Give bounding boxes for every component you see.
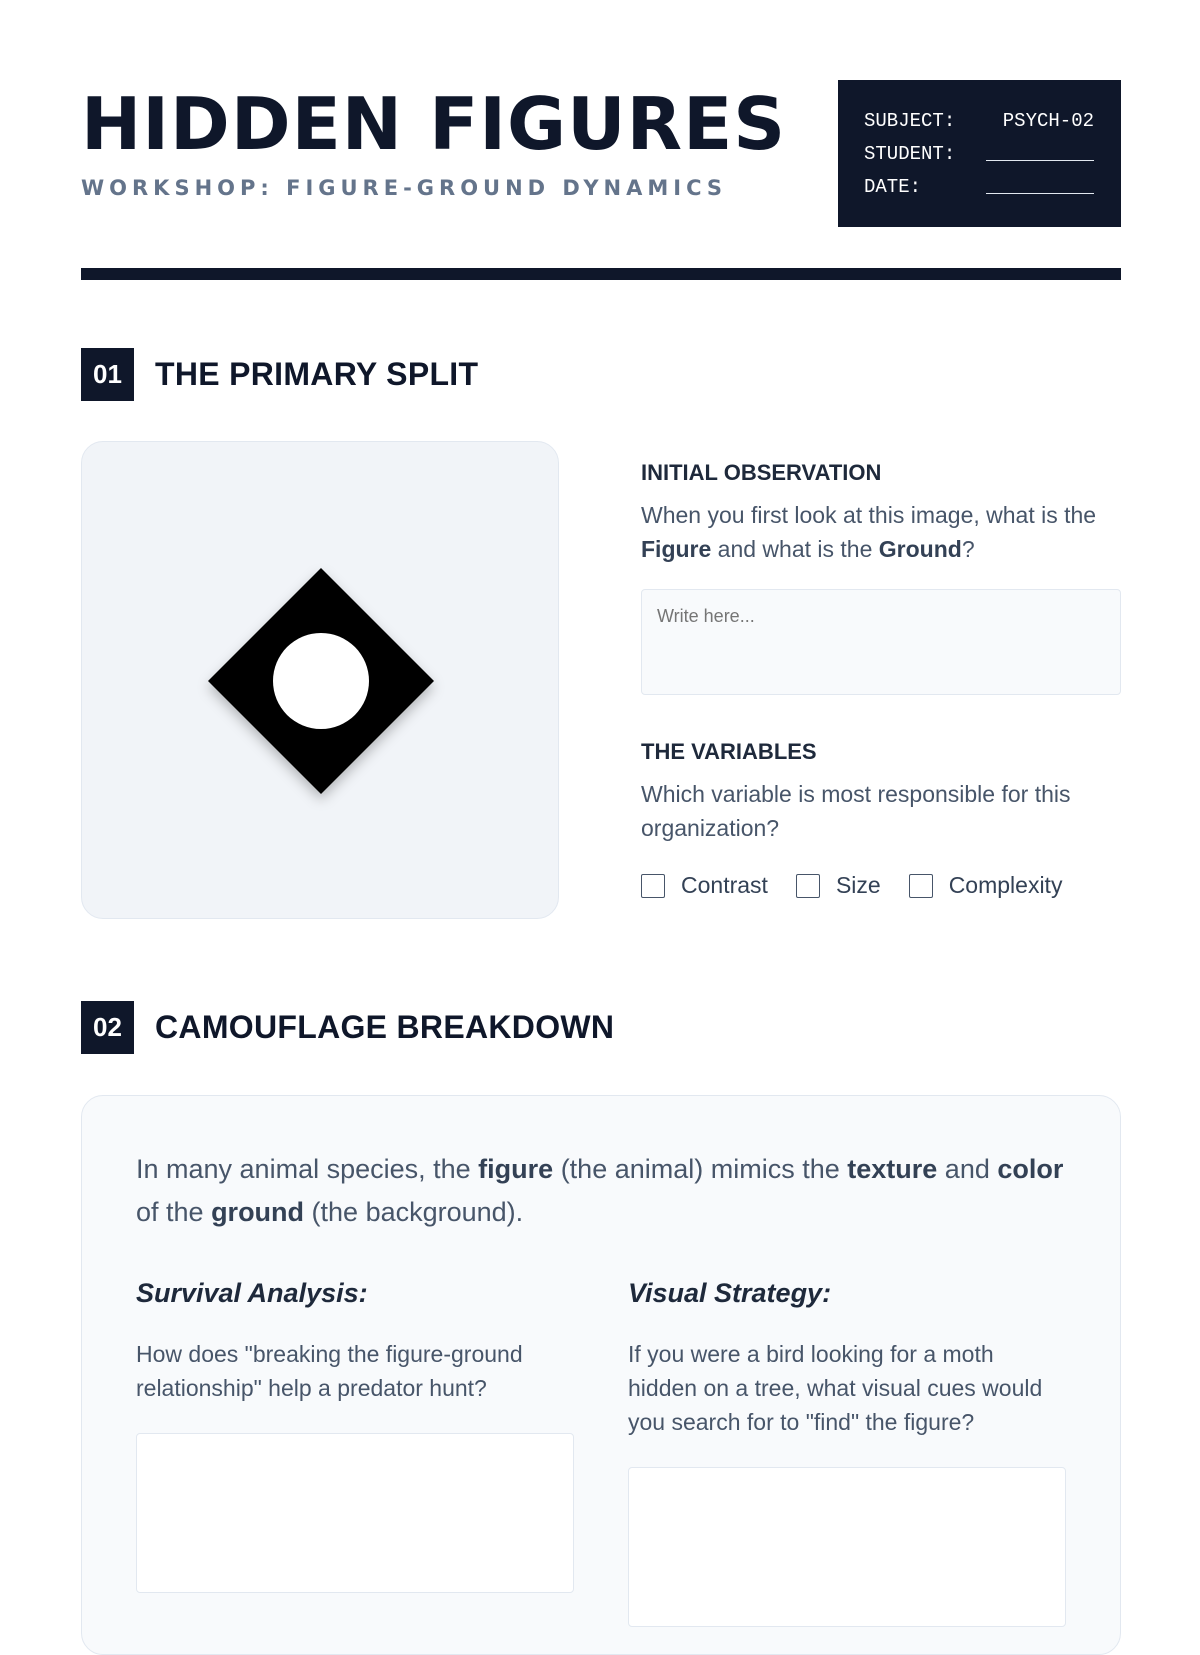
survival-analysis-column (136, 1278, 574, 1593)
section-1-number: 01 (81, 348, 134, 401)
visual-strategy-answer-box[interactable] (628, 1467, 1066, 1627)
student-label: STUDENT: (864, 142, 956, 165)
section-1-heading (81, 348, 478, 401)
meta-info-box (838, 80, 1121, 227)
section-2-heading (81, 1001, 614, 1054)
figure-ground-image-card (81, 441, 559, 919)
checkbox-contrast-label: Contrast (681, 872, 768, 898)
date-row (864, 170, 1094, 203)
subject-value: PSYCH-02 (1002, 109, 1094, 132)
visual-strategy-column (628, 1278, 1066, 1627)
visual-strategy-question: If you were a bird looking for a moth hidden on a tree, what visual cues would you search for to "find" the figure? (628, 1341, 1043, 1435)
initial-observation-question: When you first look at this image, what is the Figure and what is the Ground? (641, 502, 1097, 562)
variables-checkbox-group (641, 872, 1121, 899)
worksheet-header (81, 80, 1121, 230)
survival-answer-box[interactable] (136, 1433, 574, 1593)
variables-question: Which variable is most responsible for this organization? (641, 781, 1071, 841)
checkbox-size-label: Size (835, 872, 881, 898)
date-field[interactable] (986, 179, 1094, 194)
section-2-number: 02 (81, 1001, 134, 1054)
header-divider (81, 268, 1121, 280)
student-name-field[interactable] (986, 146, 1094, 161)
checkbox-complexity[interactable] (909, 872, 1063, 899)
diamond-circle-figure (82, 442, 560, 920)
visual-strategy-title: Visual Strategy: (628, 1278, 832, 1308)
section-2-title: CAMOUFLAGE BREAKDOWN (155, 1009, 615, 1045)
observation-answer-input[interactable] (641, 589, 1121, 695)
checkbox-complexity-label: Complexity (948, 872, 1063, 898)
checkbox-size[interactable] (796, 872, 881, 899)
section-1-title: THE PRIMARY SPLIT (155, 356, 479, 392)
checkbox-size-box[interactable] (796, 874, 820, 898)
checkbox-contrast[interactable] (641, 872, 768, 899)
date-label: DATE: (864, 175, 922, 198)
variables-label: THE VARIABLES (641, 739, 817, 764)
subject-row (864, 104, 1094, 137)
camouflage-card (81, 1095, 1121, 1655)
initial-observation-label: INITIAL OBSERVATION (641, 460, 882, 485)
survival-analysis-question: How does "breaking the figure-ground relationship" help a predator hunt? (136, 1341, 523, 1401)
checkbox-complexity-box[interactable] (909, 874, 933, 898)
camouflage-intro-text: In many animal species, the figure (the animal) mimics the texture and color of the ground (the background). (136, 1154, 1064, 1227)
page-title: HIDDEN FIGURES (81, 82, 787, 166)
white-circle-shape (273, 633, 369, 729)
survival-analysis-title: Survival Analysis: (136, 1278, 368, 1308)
subject-label: SUBJECT: (864, 109, 956, 132)
page-subtitle: WORKSHOP: FIGURE-GROUND DYNAMICS (81, 176, 727, 200)
section-1-questions (641, 460, 1121, 899)
student-row (864, 137, 1094, 170)
checkbox-contrast-box[interactable] (641, 874, 665, 898)
